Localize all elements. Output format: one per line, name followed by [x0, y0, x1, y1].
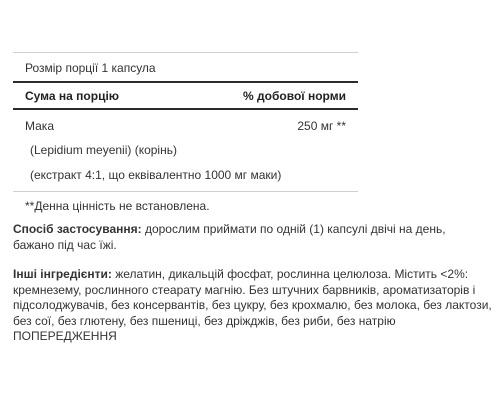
serving-size-row	[13, 53, 358, 81]
serving-size-text: Розмір порції 1 капсула	[25, 61, 156, 75]
amount-per-serving-header: Сума на порцію	[25, 89, 120, 103]
ingredient-latin-name: (Lepidium meyenii) (корінь)	[30, 143, 177, 157]
other-ingredients-label: Інші інгредієнти:	[13, 267, 112, 281]
usage-label: Спосіб застосування:	[13, 222, 142, 236]
other-ingredients-text: желатин, дикальцій фосфат, рослинна целюлоза. Містить <2%: кремнезему, рослинного стеарату магнію. Без штучних барвників, ароматизаторів і підсолоджувачів, без консервантів, без цукру, без крохмалю, без молока, без лактози, без сої, без глютену, без пшениці, без дріжджів, без риби, без натрію	[13, 267, 492, 328]
ingredient-name: Мака	[25, 119, 54, 133]
daily-value-note: **Денна цінність не встановлена.	[25, 199, 210, 213]
warning-heading: ПОПЕРЕДЖЕННЯ	[13, 329, 117, 343]
daily-value-header: % добової норми	[243, 89, 346, 103]
usage-text: дорослим приймати по одній (1) капсулі двічі на день, бажано під час їжі.	[13, 222, 446, 252]
ingredient-amount: 250 мг **	[297, 119, 346, 133]
usage-paragraph	[13, 222, 488, 253]
ingredient-extract-row	[13, 164, 358, 192]
table-header-row	[13, 81, 358, 110]
ingredient-extract-info: (екстракт 4:1, що еквівалентно 1000 мг маки)	[30, 168, 282, 182]
supplement-facts-table	[13, 52, 358, 192]
other-ingredients-paragraph	[13, 267, 493, 345]
ingredient-row-maca	[13, 110, 358, 138]
ingredient-latin-row	[13, 138, 358, 164]
